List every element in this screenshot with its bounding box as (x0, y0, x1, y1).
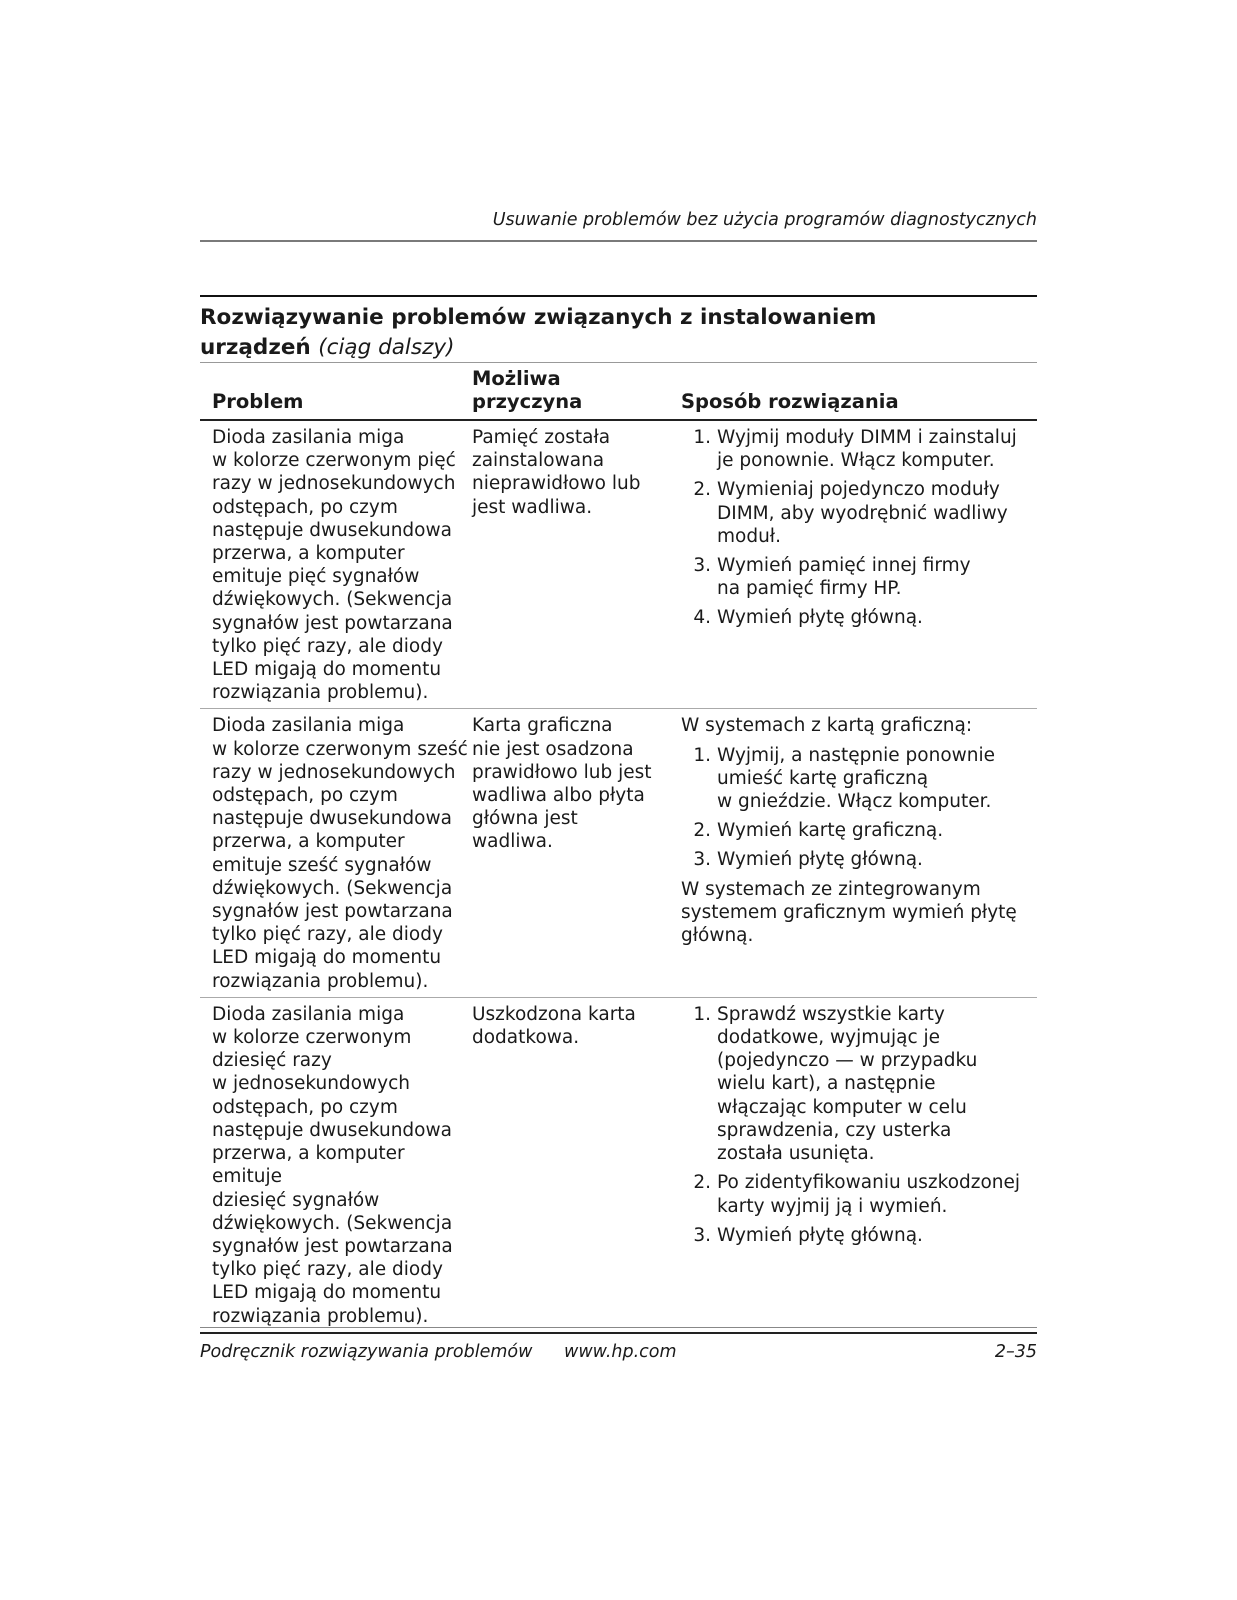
solution-step (681, 819, 1037, 842)
step-text: Sprawdź wszystkie karty dodatkowe, wyjmując je (pojedynczo — w przypadku wielu kart), a następnie włączając komputer w celu sprawdzenia, czy usterka została usunięta. (717, 1003, 978, 1165)
step-number: 3. (693, 849, 711, 871)
solution-steps (681, 1003, 1037, 1247)
header-solution (681, 363, 1037, 419)
cause-cell: Pamięć została zainstalowana nieprawidłowo lub jest wadliwa. (472, 427, 641, 518)
solution-step (681, 1224, 1037, 1247)
troubleshooting-table (200, 362, 1037, 1334)
table-body (200, 421, 1037, 1334)
title-line-1: Rozwiązywanie problemów związanych z instalowaniem (200, 305, 877, 330)
solution-step (681, 606, 1037, 629)
problem-cell: Dioda zasilania miga w kolorze czerwonym sześć razy w jednosekundowych odstępach, po czym następuje dwusekundowa przerwa, a komputer emituje sześć sygnałów dźwiękowych. (Sekwencja sygnałów jest powtarzana tylko pięć razy, ale diody LED migają do momentu rozwiązania problemu). (212, 715, 468, 992)
title-line-2 (200, 333, 1037, 363)
solution-step (681, 744, 1037, 814)
step-text: Wymień kartę graficzną. (717, 820, 944, 842)
table-row (200, 998, 1037, 1334)
header-cause (472, 363, 681, 419)
title-word: urządzeń (200, 335, 311, 360)
step-text: Wyjmij, a następnie ponownie umieść kartę graficzną w gnieździe. Włącz komputer. (717, 744, 996, 813)
step-number: 4. (693, 607, 711, 629)
step-number: 1. (693, 744, 711, 766)
problem-cell: Dioda zasilania miga w kolorze czerwonym pięć razy w jednosekundowych odstępach, po czym następuje dwusekundowa przerwa, a komputer emituje pięć sygnałów dźwiękowych. (Sekwencja sygnałów jest powtarzana tylko pięć razy, ale diody LED migają do momentu rozwiązania problemu). (212, 427, 456, 704)
step-text: Wymieniaj pojedynczo moduły DIMM, aby wyodrębnić wadliwy moduł. (717, 479, 1008, 547)
footer-rule (200, 1327, 1037, 1328)
solution-steps (681, 426, 1037, 630)
footer-website: www.hp.com (564, 1342, 677, 1362)
header-cause-text: Możliwa przyczyna (472, 367, 583, 413)
header-problem (200, 363, 472, 419)
step-number: 2. (693, 479, 711, 501)
table-row (200, 421, 1037, 709)
step-text: Po zidentyfikowaniu uszkodzonej karty wyjmij ją i wymień. (717, 1172, 1021, 1217)
solution-cell (681, 1003, 1037, 1328)
step-text: Wyjmij moduły DIMM i zainstaluj je ponownie. Włącz komputer. (717, 427, 1017, 472)
header-solution-text: Sposób rozwiązania (681, 390, 899, 413)
section-title (200, 295, 1037, 363)
cause-cell: Karta graficzna nie jest osadzona prawidłowo lub jest wadliwa albo płyta główna jest wadliwa. (472, 715, 652, 853)
problem-cell: Dioda zasilania miga w kolorze czerwonym dziesięć razy w jednosekundowych odstępach, po czym następuje dwusekundowa przerwa, a komputer emituje dziesięć sygnałów dźwiękowych. (Sekwencja sygnałów jest powtarzana tylko pięć razy, ale diody LED migają do momentu rozwiązania problemu). (212, 1003, 453, 1327)
cause-cell: Uszkodzona karta dodatkowa. (472, 1003, 636, 1049)
title-continued: (ciąg dalszy) (318, 335, 455, 360)
solution-cell (681, 714, 1037, 992)
solution-steps (681, 744, 1037, 872)
step-number: 2. (693, 820, 711, 842)
page-footer (200, 1340, 1037, 1364)
solution-outro: W systemach ze zintegrowanym systemem graficznym wymień płytę główną. (681, 878, 1017, 947)
solution-step (681, 848, 1037, 871)
step-number: 3. (693, 1224, 711, 1246)
solution-intro: W systemach z kartą graficzną: (681, 715, 973, 737)
step-text: Wymień płytę główną. (717, 849, 923, 871)
header-problem-text: Problem (212, 390, 304, 413)
table-row (200, 709, 1037, 997)
step-number: 1. (693, 1003, 711, 1025)
step-number: 2. (693, 1172, 711, 1194)
running-header: Usuwanie problemów bez użycia programów diagnostycznych (200, 208, 1037, 242)
footer-page-number: 2–35 (994, 1342, 1037, 1362)
footer-manual-title: Podręcznik rozwiązywania problemów (200, 1342, 533, 1362)
step-text: Wymień pamięć innej firmy na pamięć firmy HP. (717, 555, 971, 600)
step-text: Wymień płytę główną. (717, 1224, 923, 1246)
solution-cell (681, 426, 1037, 704)
step-number: 1. (693, 427, 711, 448)
step-text: Wymień płytę główną. (717, 607, 923, 629)
step-number: 3. (693, 555, 711, 577)
solution-step (681, 554, 1037, 600)
solution-step (681, 1003, 1037, 1165)
table-header-row (200, 363, 1037, 421)
solution-step (681, 1171, 1037, 1217)
solution-step (681, 426, 1037, 472)
solution-step (681, 478, 1037, 548)
